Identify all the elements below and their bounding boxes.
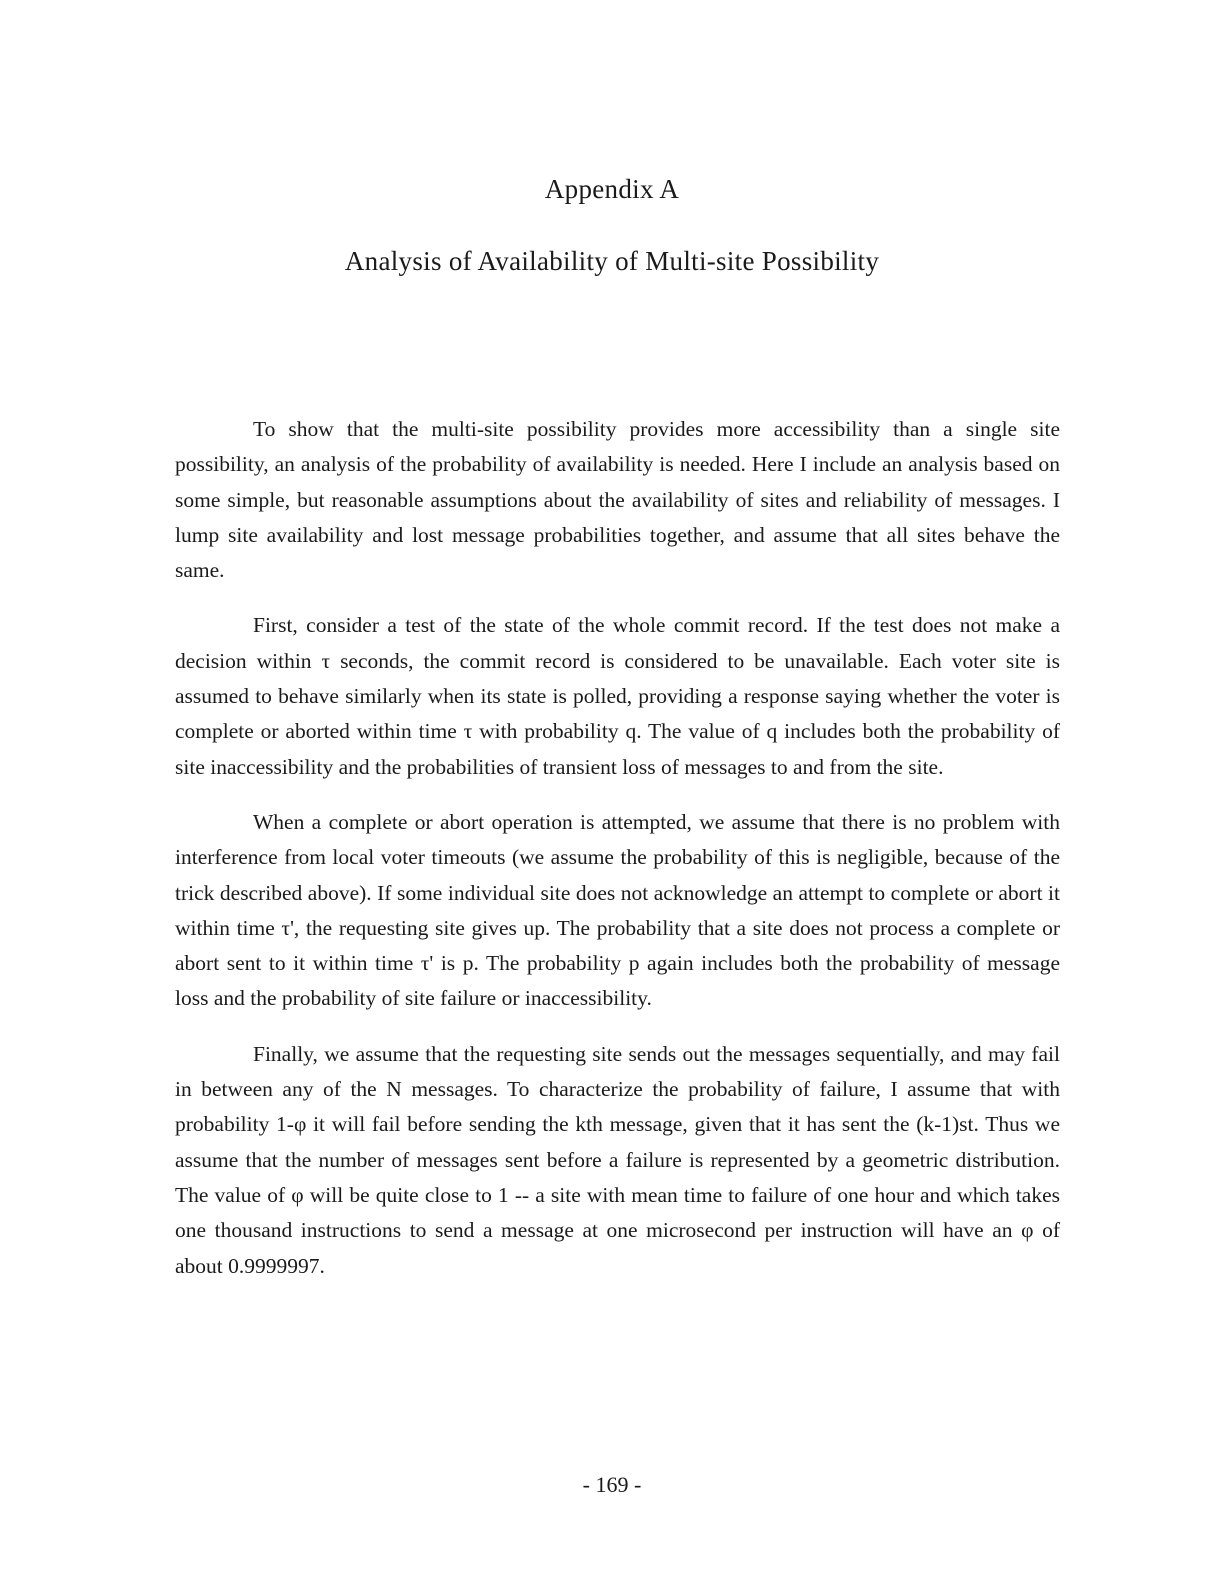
appendix-title: Appendix A (544, 174, 680, 204)
paragraph-commit-record-test: First, consider a test of the state of the whole commit record. If the test does not make a decision within τ seconds, the commit record is considered to be unavailable. Each voter site is assumed to behave similarly when its state is polled, providing a response saying whether the voter is complete or aborted within time τ with probability q. The value of q includes both the probability of site inaccessibility and the probabilities of transient loss of messages to and from the site. (175, 613, 1060, 779)
paragraph-intro: To show that the multi-site possibility provides more accessibility than a single site possibility, an analysis of the probability of availability is needed. Here I include an analysis based on some simple, but reasonable assumptions about the availability of sites and reliability of messages. I lump site availability and lost message probabilities together, and assume that all sites behave the same. (175, 417, 1060, 583)
body-text (175, 412, 1060, 1304)
paragraph-failure-model: Finally, we assume that the requesting site sends out the messages sequentially, and may fail in between any of the N messages. To characterize the probability of failure, I assume that with probability 1-φ it will fail before sending the kth message, given that it has sent the (k-1)st. Thus we assume that the number of messages sent before a failure is represented by a geometric distribution. The value of φ will be quite close to 1 -- a site with mean time to failure of one hour and which takes one thousand instructions to send a message at one microsecond per instruction will have an φ of about 0.9999997. (175, 1041, 1060, 1278)
page-number: - 169 - (582, 1472, 642, 1497)
appendix-subtitle: Analysis of Availability of Multi-site Possibility (344, 246, 880, 276)
paragraph-complete-abort: When a complete or abort operation is attempted, we assume that there is no problem with interference from local voter timeouts (we assume the probability of this is negligible, because of the trick described above). If some individual site does not acknowledge an attempt to complete or abort it within time τ', the requesting site gives up. The probability that a site does not process a complete or abort sent to it within time τ' is p. The probability p again includes both the probability of message loss and the probability of site failure or inaccessibility. (175, 809, 1060, 1011)
